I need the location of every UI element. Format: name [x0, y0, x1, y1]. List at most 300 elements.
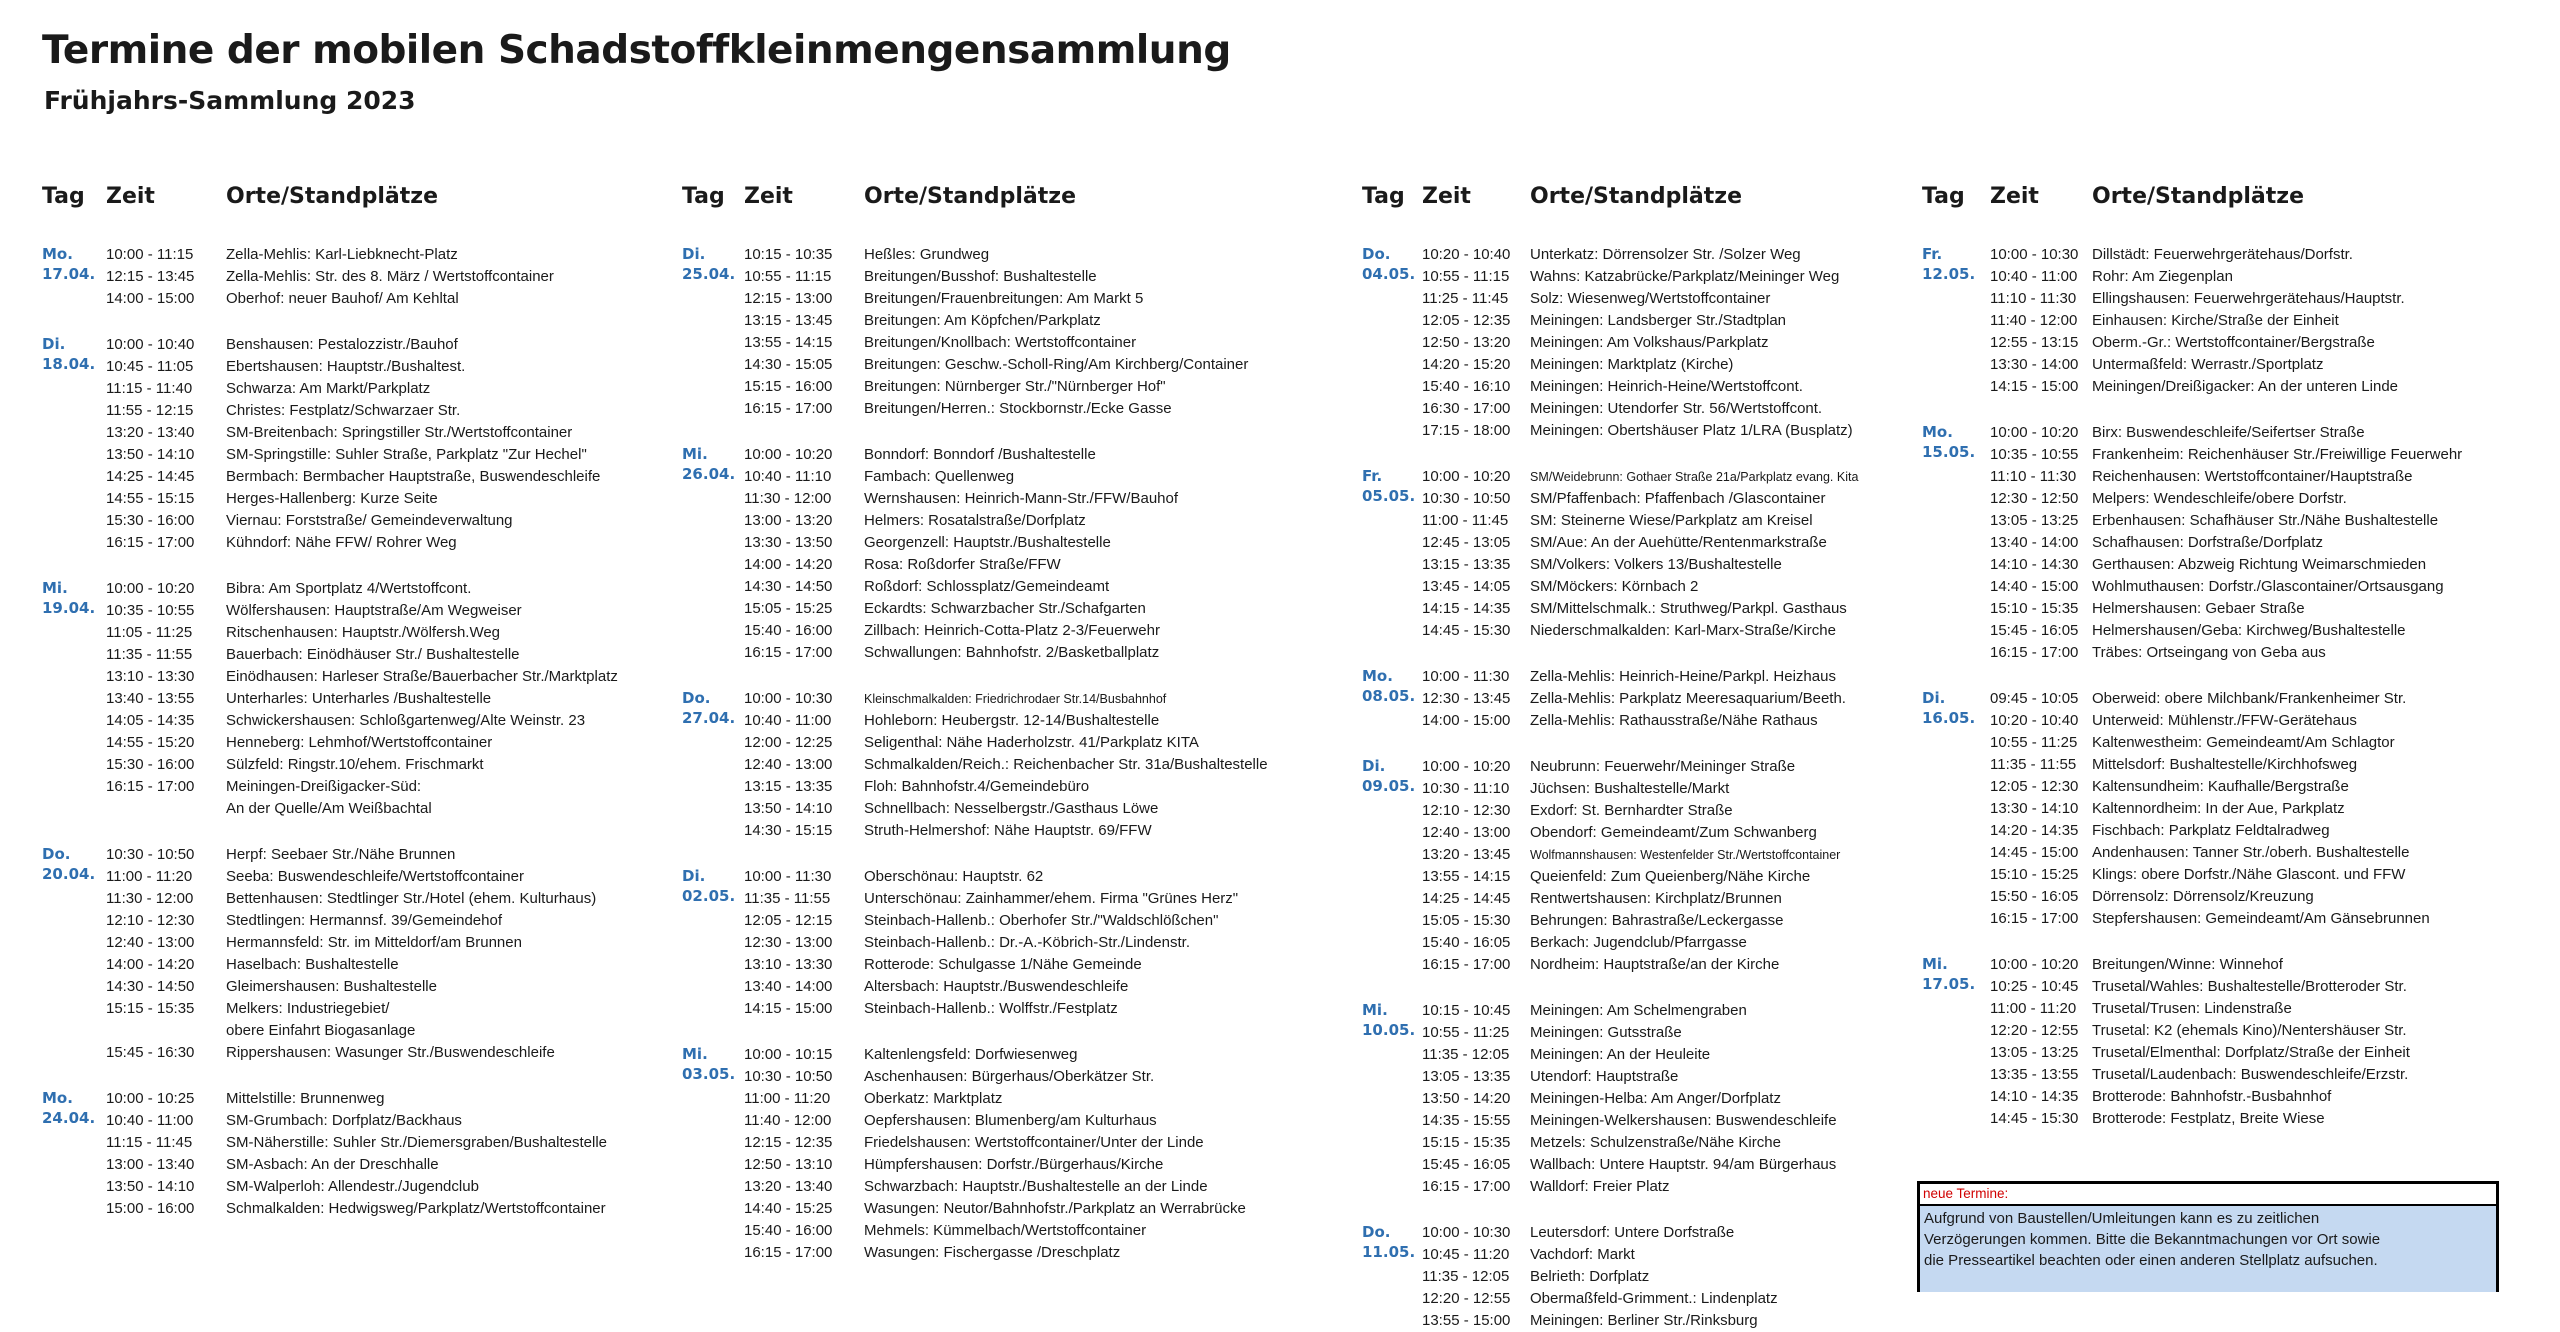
- entry-time: 12:05 - 12:30: [1990, 778, 2079, 795]
- entry-time: 15:05 - 15:30: [1422, 912, 1511, 929]
- weekday: Do.: [1362, 245, 1391, 263]
- entry-location: Benshausen: Pestalozzistr./Bauhof: [226, 336, 458, 353]
- entry-location: Heßles: Grundweg: [864, 246, 990, 263]
- entry-time: 10:45 - 11:05: [106, 358, 194, 375]
- entry-location: Bonndorf: Bonndorf /Bushaltestelle: [864, 446, 1096, 463]
- entry-location: Haselbach: Bushaltestelle: [226, 956, 399, 973]
- entry-location: SM-Breitenbach: Springstiller Str./Wertstoffcontainer: [226, 424, 573, 441]
- entry-location: Bibra: Am Sportplatz 4/Wertstoffcont.: [226, 580, 472, 597]
- entry-time: 14:35 - 15:55: [1422, 1112, 1511, 1129]
- entry-location: Fischbach: Parkplatz Feldtalradweg: [2092, 822, 2330, 839]
- entry-time: 11:30 - 12:00: [744, 490, 832, 507]
- entry-time: 14:40 - 15:25: [744, 1200, 833, 1217]
- entry-time: 15:45 - 16:05: [1422, 1156, 1511, 1173]
- entry-time: 10:20 - 10:40: [1990, 712, 2079, 729]
- weekday: Mi.: [682, 1045, 708, 1063]
- entry-location: Breitungen/Winne: Winnehof: [2092, 956, 2283, 973]
- entry-location: Unterweid: Mühlenstr./FFW-Gerätehaus: [2092, 712, 2357, 729]
- entry-time: 11:00 - 11:20: [744, 1090, 831, 1107]
- entry-time: 12:50 - 13:10: [744, 1156, 833, 1173]
- day-label: [1362, 1000, 1415, 1040]
- entry-time: 12:55 - 13:15: [1990, 334, 2079, 351]
- entry-location: Melkers: Industriegebiet/: [226, 1000, 390, 1017]
- entry-location: Nordheim: Hauptstraße/an der Kirche: [1530, 956, 1780, 973]
- entry-time: 13:45 - 14:05: [1422, 578, 1511, 595]
- weekday: Fr.: [1362, 467, 1383, 485]
- entry-location: Bauerbach: Einödhäuser Str./ Bushaltestelle: [226, 646, 520, 663]
- entry-location: Frankenheim: Reichenhäuser Str./Freiwillige Feuerwehr: [2092, 446, 2463, 463]
- entry-time: 11:25 - 11:45: [1422, 290, 1509, 307]
- entry-location: Zella-Mehlis: Str. des 8. März / Wertstoffcontainer: [226, 268, 554, 285]
- entry-time: 16:30 - 17:00: [1422, 400, 1511, 417]
- entry-time: 10:55 - 11:15: [1422, 268, 1510, 285]
- entry-location: Bermbach: Bermbacher Hauptstraße, Buswendeschleife: [226, 468, 601, 485]
- entry-time: 11:10 - 11:30: [1990, 290, 2077, 307]
- day-label: [42, 1088, 95, 1128]
- entry-location: Einhausen: Kirche/Straße der Einheit: [2092, 312, 2339, 329]
- entry-location: Neubrunn: Feuerwehr/Meininger Straße: [1530, 758, 1796, 775]
- entry-location: Trusetal/Elmenthal: Dorfplatz/Straße der Einheit: [2092, 1044, 2410, 1061]
- entry-time: 10:30 - 10:50: [106, 846, 195, 863]
- entry-time: 12:30 - 13:45: [1422, 690, 1511, 707]
- date: 04.05.: [1362, 265, 1416, 283]
- date: 17.04.: [42, 265, 96, 283]
- date: 11.05.: [1362, 1243, 1416, 1261]
- entry-location: Trusetal: K2 (ehemals Kino)/Nentershäuser Str.: [2092, 1022, 2407, 1039]
- entry-time: 15:30 - 16:00: [106, 756, 195, 773]
- entry-location: Altersbach: Hauptstr./Buswendeschleife: [864, 978, 1129, 995]
- entry-time: 12:40 - 13:00: [744, 756, 833, 773]
- entry-time: 10:00 - 11:30: [744, 868, 832, 885]
- entry-location: Queienfeld: Zum Queienberg/Nähe Kirche: [1530, 868, 1811, 885]
- entry-location: Oberweid: obere Milchbank/Frankenheimer Str.: [2092, 690, 2407, 707]
- entry-time: 13:10 - 13:30: [744, 956, 833, 973]
- weekday: Do.: [682, 689, 711, 707]
- entry-time: 13:20 - 13:45: [1422, 846, 1511, 863]
- entry-location: Rippershausen: Wasunger Str./Buswendeschleife: [226, 1044, 555, 1061]
- day-label: [1922, 688, 1975, 728]
- date: 03.05.: [682, 1065, 736, 1083]
- entry-time: 15:40 - 16:00: [744, 622, 833, 639]
- entry-location: Eckardts: Schwarzbacher Str./Schafgarten: [864, 600, 1146, 617]
- entry-location: SM-Walperloh: Allendestr./Jugendclub: [226, 1178, 479, 1195]
- entry-location: Andenhausen: Tanner Str./oberh. Bushaltestelle: [2092, 844, 2410, 861]
- notice-heading: neue Termine:: [1920, 1184, 2496, 1206]
- entry-location: Zella-Mehlis: Rathausstraße/Nähe Rathaus: [1530, 712, 1818, 729]
- entry-time: 10:35 - 10:55: [1990, 446, 2079, 463]
- entry-time: 13:15 - 13:35: [744, 778, 833, 795]
- entry-location: SM-Springstille: Suhler Straße, Parkplatz "Zur Hechel": [226, 446, 587, 463]
- entry-time: 10:40 - 11:00: [744, 712, 832, 729]
- entry-location: Schmalkalden: Hedwigsweg/Parkplatz/Wertstoffcontainer: [226, 1200, 606, 1217]
- date: 02.05.: [682, 887, 736, 905]
- entry-time: 16:15 - 17:00: [1990, 644, 2079, 661]
- notice-line: Aufgrund von Baustellen/Umleitungen kann es zu zeitlichen: [1924, 1210, 2320, 1227]
- entry-location: Rohr: Am Ziegenplan: [2092, 268, 2233, 285]
- entry-time: 13:50 - 14:10: [106, 446, 195, 463]
- entry-time: 13:55 - 14:15: [1422, 868, 1511, 885]
- entry-time: 10:00 - 10:20: [1990, 956, 2079, 973]
- entry-location: Trusetal/Laudenbach: Buswendeschleife/Erzstr.: [2092, 1066, 2409, 1083]
- entry-location: Fambach: Quellenweg: [864, 468, 1015, 485]
- entry-location: Oberm.-Gr.: Wertstoffcontainer/Bergstraße: [2092, 334, 2375, 351]
- weekday: Mo.: [1362, 667, 1393, 685]
- entry-time: 15:15 - 16:00: [744, 378, 833, 395]
- header-zeit: Zeit: [1422, 184, 1471, 209]
- entry-time: 14:00 - 14:20: [106, 956, 195, 973]
- entry-location: Seeba: Buswendeschleife/Wertstoffcontainer: [226, 868, 524, 885]
- entry-time: 15:10 - 15:35: [1990, 600, 2079, 617]
- day-label: [1922, 244, 1975, 284]
- entry-time: 10:25 - 10:45: [1990, 978, 2079, 995]
- header-tag: Tag: [42, 184, 85, 209]
- entry-location: Zella-Mehlis: Heinrich-Heine/Parkpl. Heizhaus: [1530, 668, 1836, 685]
- entry-time: 11:55 - 12:15: [106, 402, 194, 419]
- entry-time: 12:50 - 13:20: [1422, 334, 1511, 351]
- entry-location: Kleinschmalkalden: Friedrichrodaer Str.14/Busbahnhof: [864, 692, 1167, 706]
- date: 16.05.: [1922, 709, 1976, 727]
- entry-time: 12:15 - 13:45: [106, 268, 195, 285]
- entry-time: 12:30 - 12:50: [1990, 490, 2079, 507]
- entry-location: SM/Weidebrunn: Gothaer Straße 21a/Parkplatz evang. Kita: [1530, 470, 1859, 484]
- entry-location: Breitungen: Nürnberger Str./"Nürnberger Hof": [864, 378, 1166, 395]
- entry-time: 15:40 - 16:10: [1422, 378, 1511, 395]
- entry-location: Schmalkalden/Reich.: Reichenbacher Str. 31a/Bushaltestelle: [864, 756, 1268, 773]
- entry-location: Breitungen/Herren.: Stockbornstr./Ecke Gasse: [864, 400, 1172, 417]
- entry-time: 11:35 - 11:55: [744, 890, 831, 907]
- document-subtitle: Frühjahrs-Sammlung 2023: [44, 86, 416, 115]
- weekday: Mi.: [1362, 1001, 1388, 1019]
- entry-time: 10:00 - 10:30: [1990, 246, 2079, 263]
- entry-location: Zillbach: Heinrich-Cotta-Platz 2-3/Feuerwehr: [864, 622, 1160, 639]
- entry-location: Meiningen: Landsberger Str./Stadtplan: [1530, 312, 1787, 329]
- entry-time: 13:05 - 13:25: [1990, 1044, 2079, 1061]
- entry-location: Steinbach-Hallenb.: Oberhofer Str./"Waldschlößchen": [864, 912, 1219, 929]
- entry-time: 09:45 - 10:05: [1990, 690, 2079, 707]
- entry-time: 13:15 - 13:35: [1422, 556, 1511, 573]
- entry-location: Gerthausen: Abzweig Richtung Weimarschmieden: [2092, 556, 2427, 573]
- entry-time: 13:20 - 13:40: [106, 424, 195, 441]
- entry-time: 15:15 - 15:35: [106, 1000, 195, 1017]
- date: 18.04.: [42, 355, 96, 373]
- entry-time: 10:00 - 10:25: [106, 1090, 195, 1107]
- entry-location: Breitungen/Frauenbreitungen: Am Markt 5: [864, 290, 1144, 307]
- notice-line: Verzögerungen kommen. Bitte die Bekanntmachungen vor Ort sowie: [1924, 1231, 2381, 1248]
- entry-location: Walldorf: Freier Platz: [1530, 1178, 1670, 1195]
- entry-location: Hermannsfeld: Str. im Mitteldorf/am Brunnen: [226, 934, 522, 951]
- entry-time: 10:35 - 10:55: [106, 602, 195, 619]
- entry-time: 13:15 - 13:45: [744, 312, 833, 329]
- entry-time: 14:25 - 14:45: [1422, 890, 1511, 907]
- entry-location: Vachdorf: Markt: [1530, 1246, 1635, 1263]
- day-label: [1362, 1222, 1415, 1262]
- entry-time: 15:40 - 16:00: [744, 1222, 833, 1239]
- weekday: Mi.: [682, 445, 708, 463]
- date: 15.05.: [1922, 443, 1976, 461]
- day-label: [682, 444, 735, 484]
- entry-time: 14:45 - 15:30: [1422, 622, 1511, 639]
- entry-time: 14:25 - 14:45: [106, 468, 195, 485]
- entry-location: Meiningen: Marktplatz (Kirche): [1530, 356, 1734, 373]
- entry-location: Stepfershausen: Gemeindeamt/Am Gänsebrunnen: [2092, 910, 2430, 927]
- entry-time: 10:15 - 10:45: [1422, 1002, 1511, 1019]
- entry-time: 13:50 - 14:10: [744, 800, 833, 817]
- entry-time: 10:20 - 10:40: [1422, 246, 1511, 263]
- entry-time: 11:00 - 11:20: [106, 868, 193, 885]
- entry-time: 11:35 - 12:05: [1422, 1046, 1510, 1063]
- entry-location: Brotterode: Festplatz, Breite Wiese: [2092, 1110, 2325, 1127]
- entry-location: Herges-Hallenberg: Kurze Seite: [226, 490, 438, 507]
- entry-time: 12:10 - 12:30: [1422, 802, 1511, 819]
- entry-location: Meiningen-Helba: Am Anger/Dorfplatz: [1530, 1090, 1781, 1107]
- weekday: Mo.: [42, 1089, 73, 1107]
- entry-time: 12:30 - 13:00: [744, 934, 833, 951]
- entry-time: 10:55 - 11:25: [1422, 1024, 1510, 1041]
- header-zeit: Zeit: [1990, 184, 2039, 209]
- entry-location: Helmershausen/Geba: Kirchweg/Bushaltestelle: [2092, 622, 2406, 639]
- entry-time: 16:15 - 17:00: [1422, 956, 1511, 973]
- entry-time: 13:40 - 13:55: [106, 690, 195, 707]
- entry-time: 11:00 - 11:20: [1990, 1000, 2077, 1017]
- date: 26.04.: [682, 465, 736, 483]
- header-tag: Tag: [1922, 184, 1965, 209]
- entry-location: Viernau: Forststraße/ Gemeindeverwaltung: [226, 512, 513, 529]
- entry-location: Metzels: Schulzenstraße/Nähe Kirche: [1530, 1134, 1781, 1151]
- entry-location: Dörrensolz: Dörrensolz/Kreuzung: [2092, 888, 2314, 905]
- entry-location: Seligenthal: Nähe Haderholzstr. 41/Parkplatz KITA: [864, 734, 1199, 751]
- entry-location: Hohleborn: Heubergstr. 12-14/Bushaltestelle: [864, 712, 1160, 729]
- entry-location: Struth-Helmershof: Nähe Hauptstr. 69/FFW: [864, 822, 1152, 839]
- entry-time: 13:10 - 13:30: [106, 668, 195, 685]
- entry-time: 13:40 - 14:00: [744, 978, 833, 995]
- entry-time: 14:20 - 14:35: [1990, 822, 2079, 839]
- entry-time: 14:55 - 15:15: [106, 490, 195, 507]
- entry-location: Breitungen/Knollbach: Wertstoffcontainer: [864, 334, 1137, 351]
- entry-location: Behrungen: Bahrastraße/Leckergasse: [1530, 912, 1784, 929]
- entry-location: Unterschönau: Zainhammer/ehem. Firma "Grünes Herz": [864, 890, 1239, 907]
- date: 05.05.: [1362, 487, 1416, 505]
- entry-time: 16:15 - 17:00: [106, 534, 195, 551]
- entry-time: 15:15 - 15:35: [1422, 1134, 1511, 1151]
- entry-time: 13:35 - 13:55: [1990, 1066, 2079, 1083]
- entry-time: 10:00 - 11:15: [106, 246, 194, 263]
- entry-location: Solz: Wiesenweg/Wertstoffcontainer: [1530, 290, 1771, 307]
- entry-location: SM: Steinerne Wiese/Parkplatz am Kreisel: [1530, 512, 1813, 529]
- entry-location: Meiningen-Welkershausen: Buswendeschleife: [1530, 1112, 1837, 1129]
- entry-time: 13:50 - 14:20: [1422, 1090, 1511, 1107]
- entry-location: Meiningen: An der Heuleite: [1530, 1046, 1711, 1063]
- entry-time: 13:30 - 13:50: [744, 534, 833, 551]
- entry-location: Helmers: Rosatalstraße/Dorfplatz: [864, 512, 1086, 529]
- day-label: [1362, 244, 1415, 284]
- entry-time: 12:05 - 12:35: [1422, 312, 1511, 329]
- entry-time: 11:05 - 11:25: [106, 624, 193, 641]
- entry-location: Dillstädt: Feuerwehrgerätehaus/Dorfstr.: [2092, 246, 2353, 263]
- entry-location: Schwickershausen: Schloßgartenweg/Alte Weinstr. 23: [226, 712, 586, 729]
- entry-time: 13:40 - 14:00: [1990, 534, 2079, 551]
- entry-time: 13:20 - 13:40: [744, 1178, 833, 1195]
- entry-location: Zella-Mehlis: Karl-Liebknecht-Platz: [226, 246, 458, 263]
- day-label: [42, 334, 95, 374]
- entry-location: obere Einfahrt Biogasanlage: [226, 1022, 416, 1039]
- entry-time: 16:15 - 17:00: [744, 1244, 833, 1261]
- day-label: [1362, 466, 1415, 506]
- entry-time: 12:20 - 12:55: [1422, 1290, 1511, 1307]
- entry-location: Ellingshausen: Feuerwehrgerätehaus/Hauptstr.: [2092, 290, 2405, 307]
- entry-location: Meiningen: Heinrich-Heine/Wertstoffcont.: [1530, 378, 1803, 395]
- entry-location: Oberhof: neuer Bauhof/ Am Kehltal: [226, 290, 459, 307]
- entry-time: 16:15 - 17:00: [1422, 1178, 1511, 1195]
- date: 19.04.: [42, 599, 96, 617]
- entry-time: 14:00 - 15:00: [1422, 712, 1511, 729]
- entry-time: 10:40 - 11:10: [744, 468, 832, 485]
- entry-time: 12:20 - 12:55: [1990, 1022, 2079, 1039]
- notice-body: [1920, 1206, 2496, 1292]
- entry-time: 10:00 - 10:15: [744, 1046, 833, 1063]
- entry-location: Erbenhausen: Schafhäuser Str./Nähe Bushaltestelle: [2092, 512, 2439, 529]
- entry-location: Brotterode: Bahnhofstr.-Busbahnhof: [2092, 1088, 2332, 1105]
- entry-location: Schwarza: Am Markt/Parkplatz: [226, 380, 431, 397]
- date: 27.04.: [682, 709, 736, 727]
- entry-location: SM/Pfaffenbach: Pfaffenbach /Glascontainer: [1530, 490, 1826, 507]
- date: 09.05.: [1362, 777, 1416, 795]
- entry-location: Wohlmuthausen: Dorfstr./Glascontainer/Ortsausgang: [2092, 578, 2444, 595]
- entry-time: 14:30 - 15:05: [744, 356, 833, 373]
- entry-location: Oepfershausen: Blumenberg/am Kulturhaus: [864, 1112, 1157, 1129]
- entry-time: 13:00 - 13:40: [106, 1156, 195, 1173]
- entry-location: Steinbach-Hallenb.: Wolffstr./Festplatz: [864, 1000, 1118, 1017]
- entry-location: Schwarzbach: Hauptstr./Bushaltestelle an der Linde: [864, 1178, 1208, 1195]
- header-orte: Orte/Standplätze: [1530, 184, 1743, 209]
- entry-time: 15:45 - 16:05: [1990, 622, 2079, 639]
- weekday: Di.: [682, 867, 706, 885]
- date: 24.04.: [42, 1109, 96, 1127]
- entry-location: Roßdorf: Schlossplatz/Gemeindeamt: [864, 578, 1110, 595]
- entry-location: Obendorf: Gemeindeamt/Zum Schwanberg: [1530, 824, 1817, 841]
- entry-time: 14:40 - 15:00: [1990, 578, 2079, 595]
- entry-time: 14:30 - 15:15: [744, 822, 833, 839]
- entry-location: Meiningen: Am Schelmengraben: [1530, 1002, 1747, 1019]
- entry-time: 10:55 - 11:15: [744, 268, 832, 285]
- entry-time: 12:40 - 13:00: [1422, 824, 1511, 841]
- entry-location: Wölfershausen: Hauptstraße/Am Wegweiser: [226, 602, 522, 619]
- entry-time: 14:45 - 15:00: [1990, 844, 2079, 861]
- entry-time: 13:30 - 14:10: [1990, 800, 2079, 817]
- entry-time: 15:40 - 16:05: [1422, 934, 1511, 951]
- entry-time: 11:35 - 11:55: [1990, 756, 2077, 773]
- date: 17.05.: [1922, 975, 1976, 993]
- entry-time: 14:05 - 14:35: [106, 712, 195, 729]
- entry-location: Klings: obere Dorfstr./Nähe Glascont. und FFW: [2092, 866, 2406, 883]
- entry-time: 10:30 - 10:50: [744, 1068, 833, 1085]
- entry-location: Untermaßfeld: Werrastr./Sportplatz: [2092, 356, 2324, 373]
- entry-time: 16:15 - 17:00: [744, 644, 833, 661]
- entry-time: 13:05 - 13:35: [1422, 1068, 1511, 1085]
- entry-time: 10:30 - 11:10: [1422, 780, 1510, 797]
- entry-time: 10:40 - 11:00: [1990, 268, 2078, 285]
- date: 12.05.: [1922, 265, 1976, 283]
- notice-box: [1917, 1181, 2499, 1292]
- entry-time: 15:45 - 16:30: [106, 1044, 195, 1061]
- entry-time: 11:35 - 12:05: [1422, 1268, 1510, 1285]
- entry-location: Breitungen/Busshof: Bushaltestelle: [864, 268, 1097, 285]
- date: 10.05.: [1362, 1021, 1416, 1039]
- entry-location: Helmershausen: Gebaer Straße: [2092, 600, 2305, 617]
- entry-location: SM-Näherstille: Suhler Str./Diemersgraben/Bushaltestelle: [226, 1134, 607, 1151]
- header-tag: Tag: [1362, 184, 1405, 209]
- entry-location: Floh: Bahnhofstr.4/Gemeindebüro: [864, 778, 1090, 795]
- entry-location: Aschenhausen: Bürgerhaus/Oberkätzer Str.: [864, 1068, 1155, 1085]
- entry-location: Träbes: Ortseingang von Geba aus: [2092, 644, 2326, 661]
- entry-time: 11:15 - 11:40: [106, 380, 193, 397]
- entry-location: Wahns: Katzabrücke/Parkplatz/Meininger Weg: [1530, 268, 1840, 285]
- day-label: [1922, 422, 1975, 462]
- entry-location: Wasungen: Fischergasse /Dreschplatz: [864, 1244, 1121, 1261]
- entry-location: Kaltenlengsfeld: Dorfwiesenweg: [864, 1046, 1078, 1063]
- date: 08.05.: [1362, 687, 1416, 705]
- weekday: Do.: [1362, 1223, 1391, 1241]
- entry-time: 14:30 - 14:50: [744, 578, 833, 595]
- entry-location: Ebertshausen: Hauptstr./Bushaltest.: [226, 358, 466, 375]
- entry-location: Herpf: Seebaer Str./Nähe Brunnen: [226, 846, 456, 863]
- entry-location: Friedelshausen: Wertstoffcontainer/Unter der Linde: [864, 1134, 1204, 1151]
- weekday: Fr.: [1922, 245, 1943, 263]
- entry-time: 17:15 - 18:00: [1422, 422, 1511, 439]
- entry-location: Kühndorf: Nähe FFW/ Rohrer Weg: [226, 534, 457, 551]
- entry-time: 16:15 - 17:00: [744, 400, 833, 417]
- entry-time: 10:00 - 10:20: [1422, 758, 1511, 775]
- entry-time: 10:00 - 10:20: [106, 580, 195, 597]
- entry-location: Breitungen: Am Köpfchen/Parkplatz: [864, 312, 1101, 329]
- entry-time: 10:00 - 10:40: [106, 336, 195, 353]
- entry-location: SM/Möckers: Körnbach 2: [1530, 578, 1699, 595]
- entry-location: Meiningen: Gutsstraße: [1530, 1024, 1682, 1041]
- entry-time: 11:40 - 12:00: [1990, 312, 2078, 329]
- day-label: [42, 844, 95, 884]
- entry-location: Kaltensundheim: Kaufhalle/Bergstraße: [2092, 778, 2349, 795]
- day-label: [682, 688, 735, 728]
- entry-time: 10:00 - 10:30: [1422, 1224, 1511, 1241]
- entry-time: 10:00 - 10:20: [1990, 424, 2079, 441]
- date: 25.04.: [682, 265, 736, 283]
- entry-location: Schwallungen: Bahnhofstr. 2/Basketballplatz: [864, 644, 1160, 661]
- entry-location: Christes: Festplatz/Schwarzaer Str.: [226, 402, 461, 419]
- entry-time: 14:30 - 14:50: [106, 978, 195, 995]
- entry-time: 14:15 - 14:35: [1422, 600, 1511, 617]
- entry-location: Melpers: Wendeschleife/obere Dorfstr.: [2092, 490, 2347, 507]
- entry-location: Breitungen: Geschw.-Scholl-Ring/Am Kirchberg/Container: [864, 356, 1249, 373]
- entry-time: 14:10 - 14:30: [1990, 556, 2079, 573]
- entry-time: 15:50 - 16:05: [1990, 888, 2079, 905]
- entry-location: Gleimershausen: Bushaltestelle: [226, 978, 437, 995]
- entry-time: 11:35 - 11:55: [106, 646, 193, 663]
- entry-location: Schafhausen: Dorfstraße/Dorfplatz: [2092, 534, 2323, 551]
- day-label: [42, 578, 95, 618]
- entry-time: 16:15 - 17:00: [106, 778, 195, 795]
- entry-location: SM/Aue: An der Auehütte/Rentenmarkstraße: [1530, 534, 1827, 551]
- entry-location: Mittelstille: Brunnenweg: [226, 1090, 385, 1107]
- entry-time: 15:05 - 15:25: [744, 600, 833, 617]
- day-label: [1362, 756, 1415, 796]
- entry-time: 13:55 - 14:15: [744, 334, 833, 351]
- day-label: [42, 244, 95, 284]
- notice-line: die Presseartikel beachten oder einen anderen Stellplatz aufsuchen.: [1924, 1252, 2378, 1269]
- entry-location: Oberschönau: Hauptstr. 62: [864, 868, 1044, 885]
- entry-location: SM/Mittelschmalk.: Struthweg/Parkpl. Gasthaus: [1530, 600, 1847, 617]
- date: 20.04.: [42, 865, 96, 883]
- entry-time: 10:30 - 10:50: [1422, 490, 1511, 507]
- entry-location: Obermaßfeld-Grimment.: Lindenplatz: [1530, 1290, 1778, 1307]
